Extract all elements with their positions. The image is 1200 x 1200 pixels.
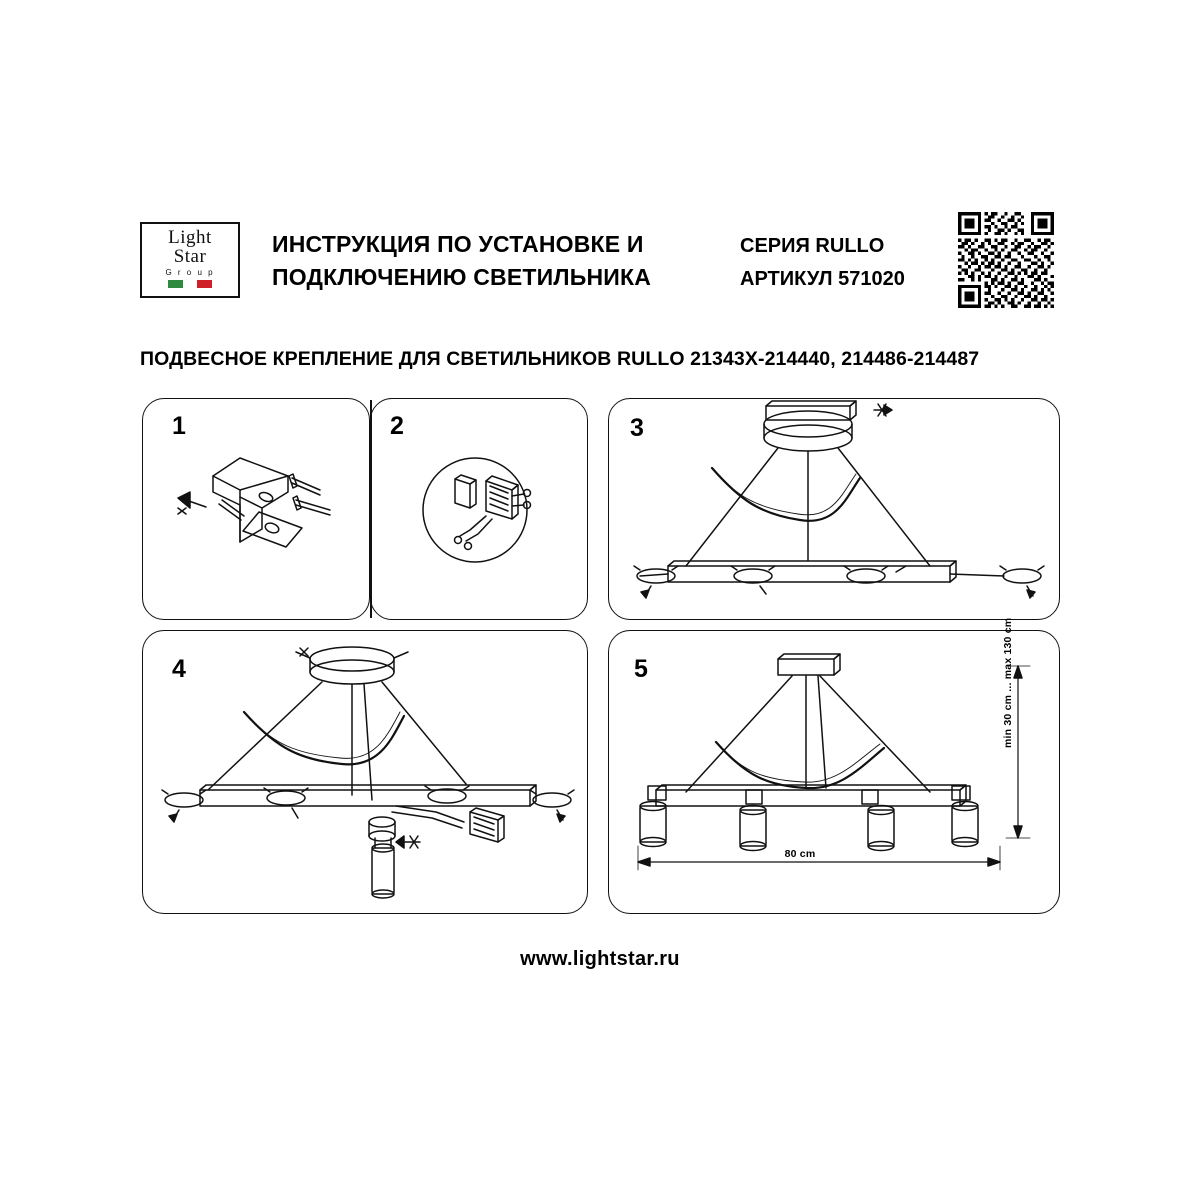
section-subtitle: ПОДВЕСНОЕ КРЕПЛЕНИЕ ДЛЯ СВЕТИЛЬНИКОВ RULLO 21343X-214440, 214486-214487 (140, 348, 980, 370)
step-panel-4 (142, 630, 588, 914)
step-panel-5 (608, 630, 1060, 914)
title-line-1: ИНСТРУКЦИЯ ПО УСТАНОВКЕ И (272, 231, 644, 257)
italy-flag-icon (168, 280, 212, 288)
step-panel-3 (608, 398, 1060, 620)
step-number-1: 1 (172, 412, 186, 440)
document-title (272, 228, 712, 294)
footer-website[interactable]: www.lightstar.ru (520, 948, 680, 970)
logo-wordmark (142, 228, 238, 266)
logo-line-2: Star (173, 246, 207, 267)
flag-stripe-green (168, 280, 183, 288)
flag-stripe-white (183, 280, 198, 288)
qr-code-icon (958, 212, 1054, 308)
article-label: АРТИКУЛ 571020 (740, 268, 905, 290)
step-number-4: 4 (172, 655, 186, 683)
logo-line-1: Light (168, 227, 212, 248)
height-dimension-label: min 30 cm ... max 130 cm (1002, 617, 1014, 748)
flag-stripe-red (197, 280, 212, 288)
brand-logo (140, 222, 240, 298)
step-number-5: 5 (634, 655, 648, 683)
step-number-2: 2 (390, 412, 404, 440)
header (140, 212, 1060, 304)
step-number-3: 3 (630, 414, 644, 442)
series-label: СЕРИЯ RULLO (740, 235, 885, 257)
product-identity (740, 230, 960, 296)
title-line-2: ПОДКЛЮЧЕНИЮ СВЕТИЛЬНИКА (272, 264, 652, 290)
width-dimension-label: 80 cm (784, 848, 816, 860)
panel-divider (370, 400, 372, 618)
logo-group-text: G r o u p (165, 268, 215, 277)
